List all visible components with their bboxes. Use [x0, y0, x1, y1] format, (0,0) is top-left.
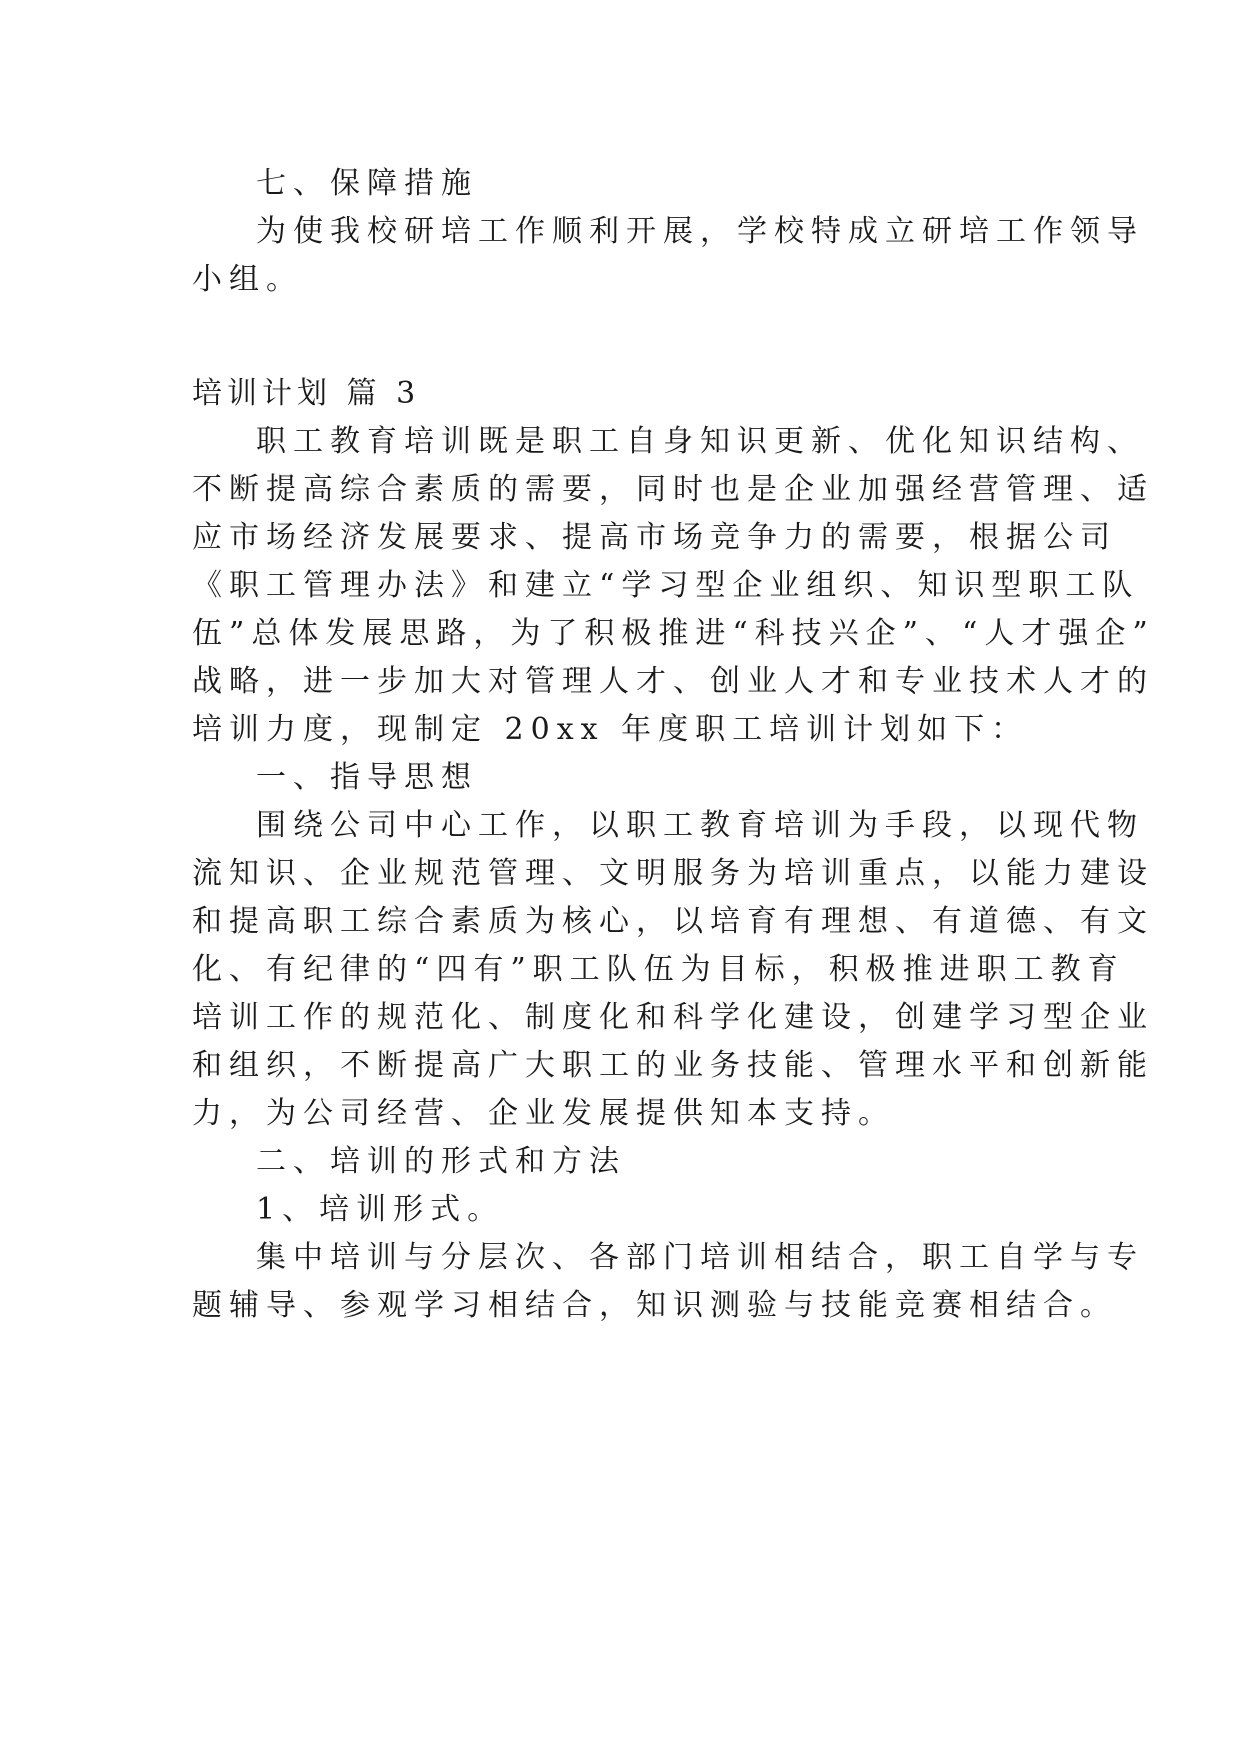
paragraph-line: 培训力度，现制定 20xx 年度职工培训计划如下：: [192, 712, 1029, 747]
paragraph-line: 为使我校研培工作顺利开展，学校特成立研培工作领导: [256, 214, 1144, 249]
paragraph-line: 《职工管理办法》和建立“学习型企业组织、知识型职工队: [192, 568, 1140, 603]
paragraph-line: 小组。: [192, 262, 303, 297]
section-heading-guiding-thought: 一、指导思想: [256, 760, 478, 795]
paragraph-line: 应市场经济发展要求、提高市场竞争力的需要，根据公司: [192, 520, 1117, 555]
paragraph-line: 题辅导、参观学习相结合，知识测验与技能竞赛相结合。: [192, 1288, 1117, 1323]
section-heading-safeguards: 七、保障措施: [256, 166, 478, 201]
paragraph-line: 伍”总体发展思路，为了积极推进“科技兴企”、“人才强企”: [192, 616, 1155, 651]
paragraph-line: 集中培训与分层次、各部门培训相结合，职工自学与专: [256, 1240, 1144, 1275]
paragraph-line: 战略，进一步加大对管理人才、创业人才和专业技术人才的: [192, 664, 1154, 699]
article-title: 培训计划 篇 3: [192, 376, 421, 411]
paragraph-line: 不断提高综合素质的需要，同时也是企业加强经营管理、适: [192, 472, 1154, 507]
subsection-heading: 1、培训形式。: [256, 1192, 505, 1227]
paragraph-line: 职工教育培训既是职工自身知识更新、优化知识结构、: [256, 424, 1144, 459]
paragraph-line: 围绕公司中心工作，以职工教育培训为手段，以现代物: [256, 808, 1144, 843]
paragraph-line: 化、有纪律的“四有”职工队伍为目标，积极推进职工教育: [192, 952, 1125, 987]
section-gap: [192, 304, 1052, 370]
paragraph-line: 和提高职工综合素质为核心，以培育有理想、有道德、有文: [192, 904, 1154, 939]
paragraph-line: 流知识、企业规范管理、文明服务为培训重点，以能力建设: [192, 856, 1154, 891]
paragraph-line: 和组织，不断提高广大职工的业务技能、管理水平和创新能: [192, 1048, 1154, 1083]
section-heading-training-forms: 二、培训的形式和方法: [256, 1144, 626, 1179]
document-page: [192, 160, 1155, 1330]
paragraph-line: 培训工作的规范化、制度化和科学化建设，创建学习型企业: [192, 1000, 1154, 1035]
paragraph-line: 力，为公司经营、企业发展提供知本支持。: [192, 1096, 895, 1131]
